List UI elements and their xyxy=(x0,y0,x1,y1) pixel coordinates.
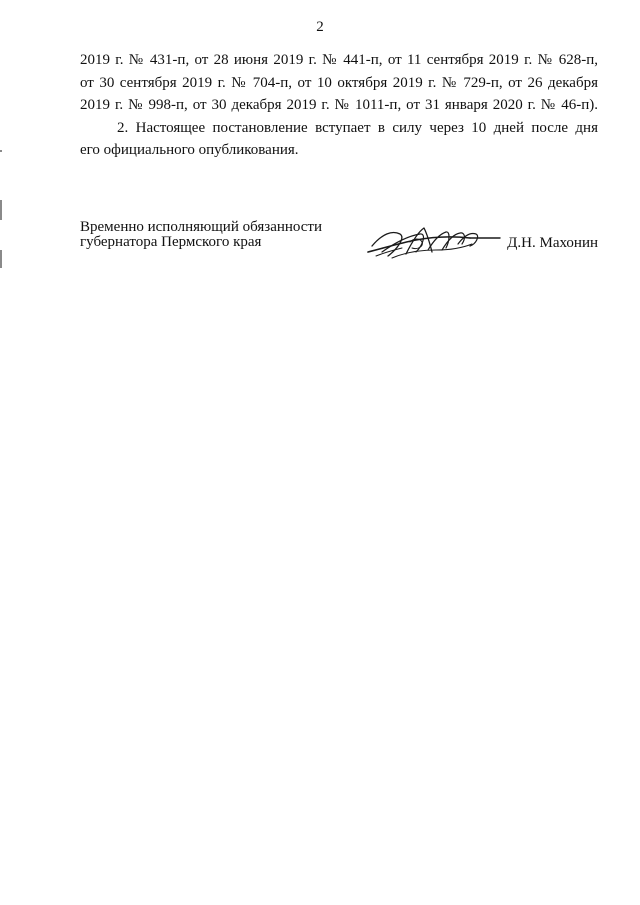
document-body xyxy=(80,49,598,162)
signer-title-line-1: Временно исполняющий обязанности xyxy=(80,219,323,235)
scan-edge-mark-2 xyxy=(0,250,2,268)
paragraph-2-line-1: 2. Настоящее постановление вступает в силу через 10 дней после дня xyxy=(117,119,598,136)
paragraph-1-line-1: 2019 г. № 431-п, от 28 июня 2019 г. № 441-п, от 11 сентября 2019 г. № 628-п, xyxy=(80,52,598,68)
paragraph-1-line-2: от 30 сентября 2019 г. № 704-п, от 10 октября 2019 г. № 729-п, от 26 декабря xyxy=(80,74,598,91)
signature-block xyxy=(80,220,598,270)
paragraph-2-line-2: его официального опубликования. xyxy=(80,142,299,158)
signer-title xyxy=(80,220,322,250)
signer-title-line-2: губернатора Пермского края xyxy=(80,234,262,250)
scan-edge-mark-1 xyxy=(0,200,2,220)
handwritten-signature xyxy=(366,222,502,262)
page-number: 2 xyxy=(316,19,324,35)
scan-edge-mark-top xyxy=(0,150,2,152)
signer-name: Д.Н. Махонин xyxy=(507,235,598,251)
paragraph-1-line-3: 2019 г. № 998-п, от 30 декабря 2019 г. № 1011-п, от 31 января 2020 г. № 46-п). xyxy=(80,97,598,113)
